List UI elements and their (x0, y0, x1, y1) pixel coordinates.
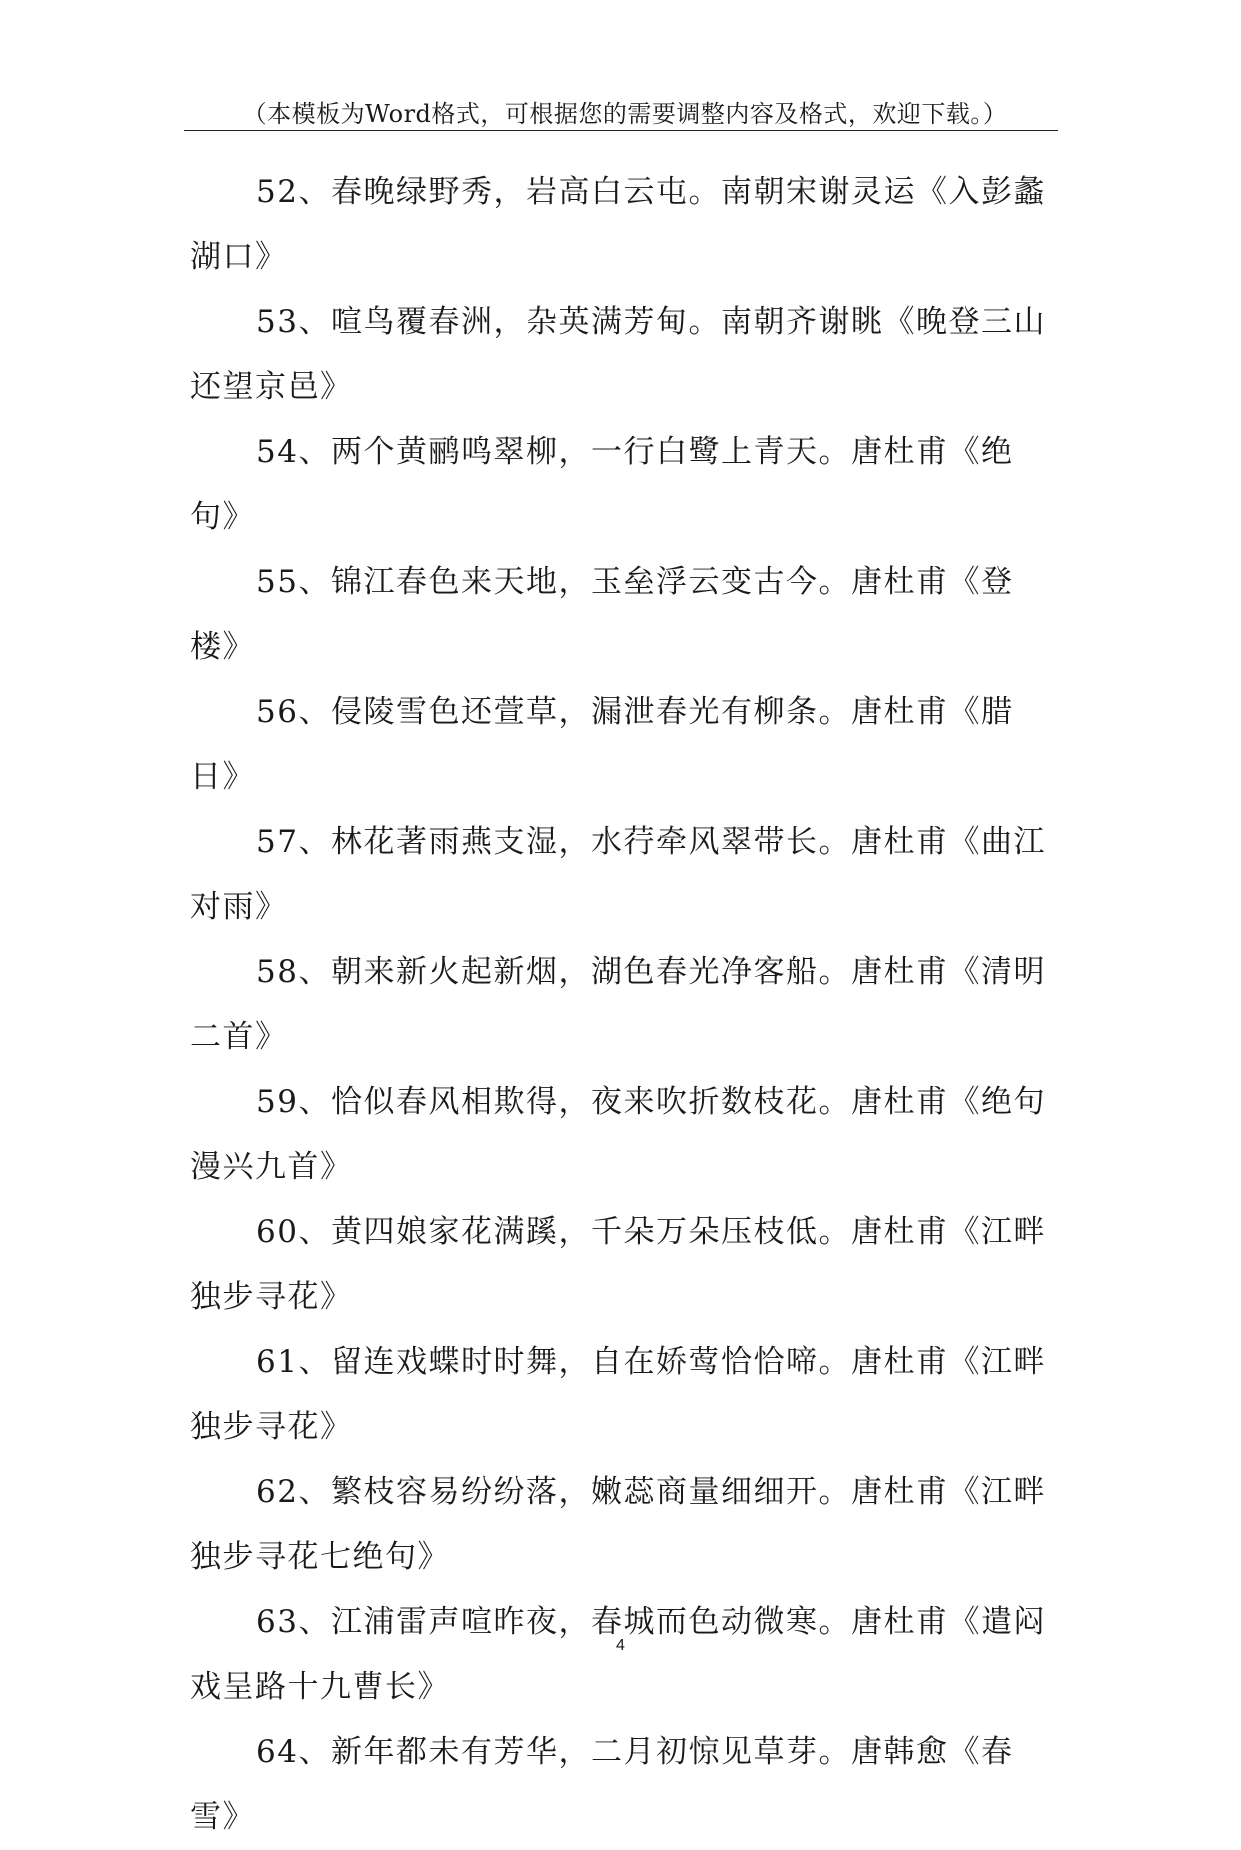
poem-entry-53: 53、喧鸟覆春洲，杂英满芳甸。南朝齐谢眺《晚登三山还望京邑》 (190, 304, 1046, 405)
poem-entry-57: 57、林花著雨燕支湿，水荇牵风翠带长。唐杜甫《曲江对雨》 (190, 824, 1046, 925)
poem-entry-56: 56、侵陵雪色还萱草，漏泄春光有柳条。唐杜甫《腊日》 (190, 694, 1014, 795)
poem-entry-54: 54、两个黄鹂鸣翠柳，一行白鹭上青天。唐杜甫《绝句》 (190, 434, 1014, 535)
poem-entry-59: 59、恰似春风相欺得，夜来吹折数枝花。唐杜甫《绝句漫兴九首》 (190, 1084, 1046, 1185)
poem-entry-64: 64、新年都未有芳华，二月初惊见草芽。唐韩愈《春雪》 (190, 1734, 1014, 1835)
header-note: （本模板为Word格式，可根据您的需要调整内容及格式，欢迎下载。） (242, 100, 1008, 128)
header-divider (184, 130, 1058, 131)
poem-entry-62: 62、繁枝容易纷纷落，嫩蕊商量细细开。唐杜甫《江畔独步寻花七绝句》 (190, 1474, 1046, 1575)
poem-entry-58: 58、朝来新火起新烟，湖色春光净客船。唐杜甫《清明二首》 (190, 954, 1046, 1055)
poem-list (190, 160, 1055, 1850)
poem-entry-52: 52、春晚绿野秀，岩高白云屯。南朝宋谢灵运《入彭蠡湖口》 (190, 174, 1046, 275)
poem-entry-63: 63、江浦雷声喧昨夜，春城而色动微寒。唐杜甫《遣闷戏呈路十九曹长》 (190, 1604, 1046, 1705)
poem-entry-55: 55、锦江春色来天地，玉垒浮云变古今。唐杜甫《登楼》 (190, 564, 1014, 665)
poem-entry-60: 60、黄四娘家花满蹊，千朵万朵压枝低。唐杜甫《江畔独步寻花》 (190, 1214, 1046, 1315)
poem-entry-61: 61、留连戏蝶时时舞，自在娇莺恰恰啼。唐杜甫《江畔独步寻花》 (190, 1344, 1046, 1445)
page-number: 4 (616, 1637, 625, 1654)
